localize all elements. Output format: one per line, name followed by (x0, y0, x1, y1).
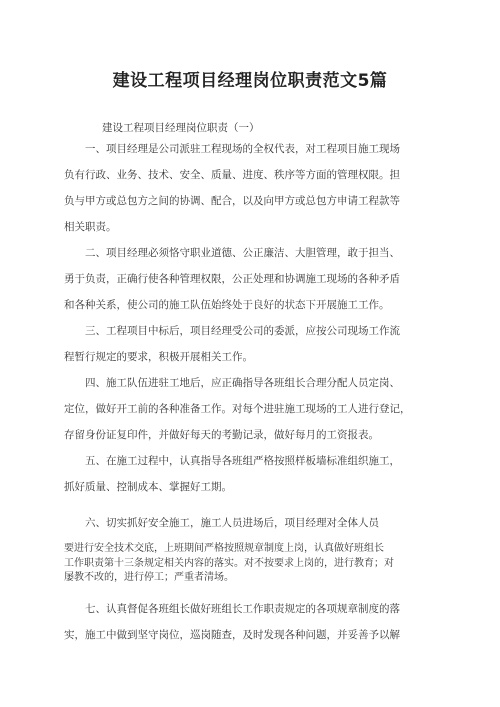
paragraph-6-continued (64, 542, 436, 586)
paragraph-line: 二、项目经理必须恪守职业道德、公正廉洁、大胆管理，敢于担当、 (85, 247, 400, 259)
paragraph-line: 三、工程项目中标后，项目经理受公司的委派，应按公司现场工作流 (85, 325, 400, 337)
paragraph-5 (64, 448, 436, 500)
paragraph-line: 六、切实抓好安全施工，施工人员进场后，项目经理对全体人员 (85, 517, 379, 529)
paragraph-6 (64, 510, 436, 536)
paragraph-line: 程暂行规定的要求，积极开展相关工作。 (64, 351, 253, 363)
paragraph-7 (64, 596, 436, 648)
paragraph-line: 工作职责第十三条规定相关内容的落实。对不按要求上岗的，进行教育；对 (64, 557, 394, 569)
document-title: 建设工程项目经理岗位职责范文5篇 (112, 71, 388, 91)
paragraph-line: 负有行政、业务、技术、安全、质量、进度、秩序等方面的管理权限。担 (64, 169, 400, 181)
paragraph-line: 实，施工中做到坚守岗位，巡岗随查，及时发现各种问题，并妥善予以解 (64, 629, 400, 641)
paragraph-line: 要进行安全技术交底，上班期间严格按照规章制度上岗，认真做好班组长 (64, 543, 384, 554)
paragraph-3 (64, 318, 436, 370)
paragraph-line: 定位，做好开工前的各种准备工作。对每个进驻施工现场的工人进行登记， (64, 403, 411, 415)
paragraph-line: 五、在施工过程中，认真指导各班组严格按照样板墙标准组织施工， (85, 455, 400, 467)
paragraph-line: 相关职责。 (64, 221, 117, 233)
paragraph-4 (64, 370, 436, 448)
paragraph-line: 四、施工队伍进驻工地后，应正确指导各班组长合理分配人员定岗、 (85, 377, 400, 389)
paragraph-line: 和各种关系，使公司的施工队伍始终处于良好的状态下开展施工工作。 (64, 299, 390, 311)
paragraph-line: 存留身份证复印件，并做好每天的考勤记录，做好每月的工资报表。 (64, 429, 379, 441)
paragraph-line: 负与甲方或总包方之间的协调、配合，以及向甲方或总包方申请工程款等 (64, 195, 400, 207)
paragraph-line: 抓好质量、控制成本、掌握好工期。 (64, 481, 232, 493)
paragraph-line: 一、项目经理是公司派驻工程现场的全权代表，对工程项目施工现场 (85, 143, 400, 155)
paragraph-1 (64, 136, 436, 240)
paragraph-2 (64, 240, 436, 318)
paragraph-line: 勇于负责，正确行使各种管理权限，公正处理和协调施工现场的各种矛盾 (64, 273, 400, 285)
section-heading: 建设工程项目经理岗位职责（一） (102, 122, 260, 134)
paragraph-line: 屡教不改的，进行停工；严重者清场。 (64, 572, 234, 583)
paragraph-line: 七、认真督促各班组长做好班组长工作职责规定的各项规章制度的落 (85, 603, 400, 615)
